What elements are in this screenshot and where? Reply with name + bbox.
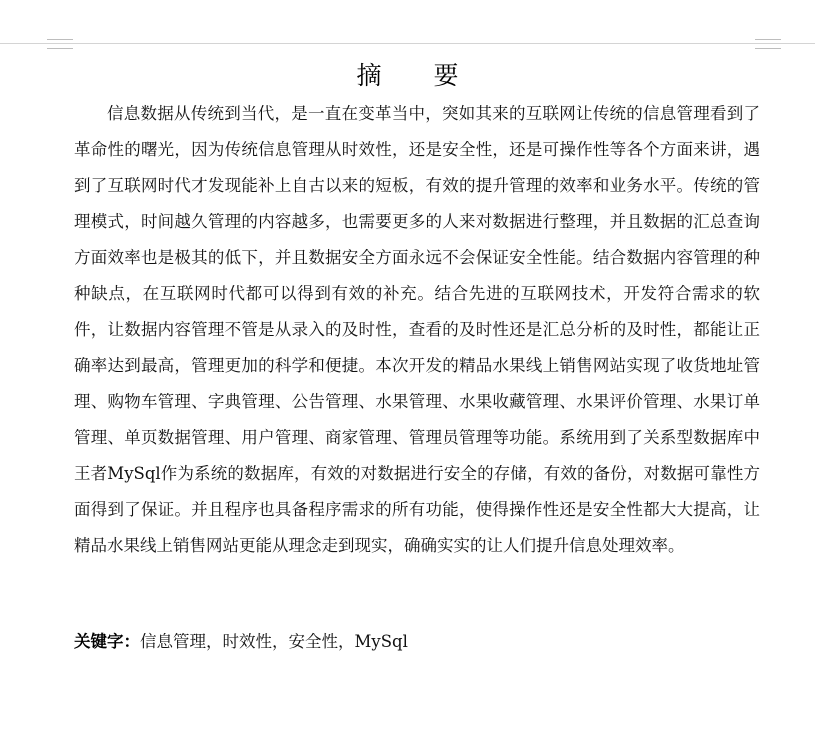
abstract-paragraph: 信息数据从传统到当代，是一直在变革当中，突如其来的互联网让传统的信息管理看到了革命性的曙光，因为传统信息管理从时效性，还是安全性，还是可操作性等各个方面来讲，遇到了互联网时代才发现能补上自古以来的短板，有效的提升管理的效率和业务水平。传统的管理模式，时间越久管理的内容越多，也需要更多的人来对数据进行整理，并且数据的汇总查询方面效率也是极其的低下，并且数据安全方面永远不会保证安全性能。结合数据内容管理的种种缺点，在互联网时代都可以得到有效的补充。结合先进的互联网技术，开发符合需求的软件，让数据内容管理不管是从录入的及时性，查看的及时性还是汇总分析的及时性，都能让正确率达到最高，管理更加的科学和便捷。本次开发的精品水果线上销售网站实现了收货地址管理、购物车管理、字典管理、公告管理、水果管理、水果收藏管理、水果评价管理、水果订单管理、单页数据管理、用户管理、商家管理、管理员管理等功能。系统用到了关系型数据库中王者MySql作为系统的数据库，有效的对数据进行安全的存储，有效的备份，对数据可靠性方面得到了保证。并且程序也具备程序需求的所有功能，使得操作性还是安全性都大大提高，让精品水果线上销售网站更能从理念走到现实，确确实实的让人们提升信息处理效率。 [74, 104, 760, 555]
page-title: 摘 要 [356, 61, 481, 90]
page-top-rule [0, 43, 815, 44]
page-corner-mark-left [47, 39, 73, 49]
page-corner-mark-right [755, 39, 781, 49]
keywords-line [74, 624, 760, 660]
keywords-value: 信息管理，时效性，安全性，MySql [140, 632, 408, 651]
keywords-label: 关键字： [74, 632, 140, 651]
